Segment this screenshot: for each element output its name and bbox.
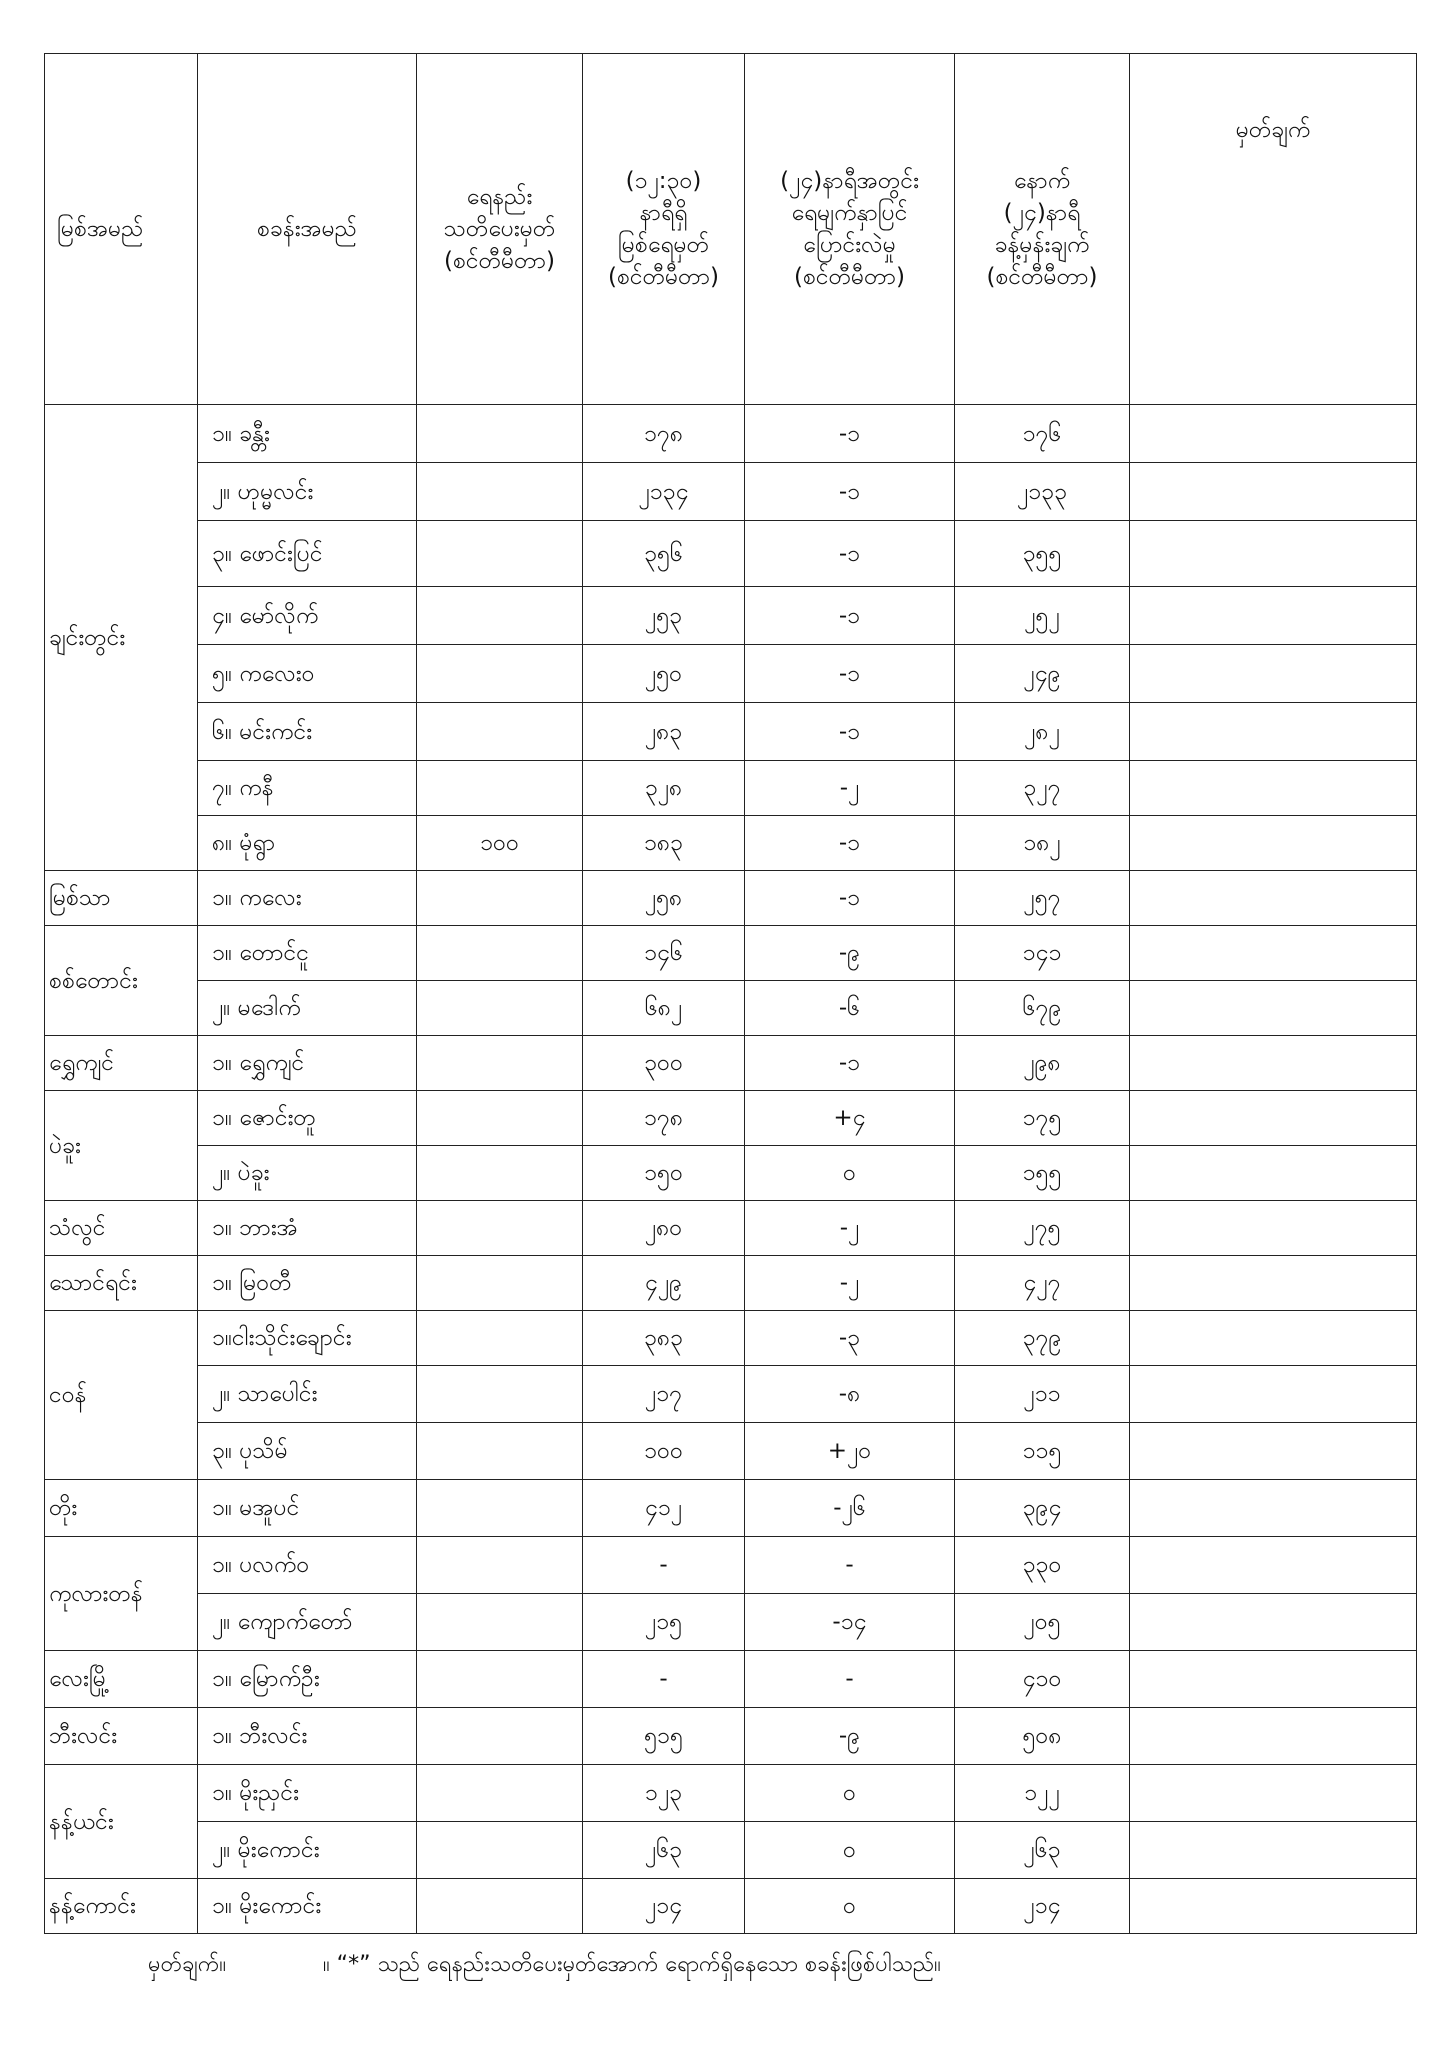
- header-change-24h-label: (၂၄)နာရီအတွင်း ရေမျက်နှာပြင် ပြောင်းလဲမှု (စင်တီမီတာ): [780, 168, 919, 290]
- change-24h-cell: -၁: [745, 703, 955, 761]
- remarks-cell: [1130, 1708, 1417, 1765]
- warning-level-cell: [417, 1311, 583, 1366]
- forecast-24h-cell: ၁၇၅: [955, 1091, 1130, 1146]
- warning-level-cell: [417, 1201, 583, 1256]
- forecast-24h-cell: ၁၂၂: [955, 1765, 1130, 1822]
- remarks-cell: [1130, 1651, 1417, 1708]
- station-name-cell: ၁။ မြဝတီ: [198, 1256, 417, 1311]
- station-name-cell: ၄။ မော်လိုက်: [198, 587, 417, 645]
- table-row: [45, 587, 1417, 645]
- river-name-cell: နန့်ကောင်း: [45, 1879, 198, 1934]
- observed-level-cell: -: [583, 1537, 745, 1594]
- remarks-cell: [1130, 1822, 1417, 1879]
- remarks-cell: [1130, 405, 1417, 463]
- forecast-24h-cell: ၂၅၂: [955, 587, 1130, 645]
- station-name-cell: ၁။ မိုးညှင်း: [198, 1765, 417, 1822]
- observed-level-cell: ၃၀၀: [583, 1036, 745, 1091]
- warning-level-cell: [417, 463, 583, 521]
- station-name-cell: ၂။ သာပေါင်း: [198, 1366, 417, 1423]
- river-name-cell: ပဲခူး: [45, 1091, 198, 1201]
- forecast-24h-cell: ၅၀၈: [955, 1708, 1130, 1765]
- table-row: [45, 1480, 1417, 1537]
- table-row: [45, 1822, 1417, 1879]
- forecast-24h-cell: ၃၂၇: [955, 761, 1130, 816]
- warning-level-cell: [417, 521, 583, 587]
- warning-level-cell: [417, 926, 583, 981]
- warning-level-cell: ၁၀၀: [417, 816, 583, 871]
- change-24h-cell: +၂၀: [745, 1423, 955, 1480]
- change-24h-cell: -၁: [745, 645, 955, 703]
- table-row: [45, 1256, 1417, 1311]
- river-name-cell: ရွှေကျင်: [45, 1036, 198, 1091]
- remarks-cell: [1130, 1146, 1417, 1201]
- station-name-cell: ၂။ ပဲခူး: [198, 1146, 417, 1201]
- forecast-24h-cell: ၂၁၄: [955, 1879, 1130, 1934]
- change-24h-cell: -၈: [745, 1366, 955, 1423]
- remarks-cell: [1130, 1594, 1417, 1651]
- forecast-24h-cell: ၁၇၆: [955, 405, 1130, 463]
- river-name-cell: ဘီးလင်း: [45, 1708, 198, 1765]
- forecast-24h-cell: ၂၄၉: [955, 645, 1130, 703]
- station-name-cell: ၃။ ပုသိမ်: [198, 1423, 417, 1480]
- remarks-cell: [1130, 703, 1417, 761]
- observed-level-cell: ၂၁၃၄: [583, 463, 745, 521]
- remarks-cell: [1130, 816, 1417, 871]
- remarks-cell: [1130, 1537, 1417, 1594]
- table-row: [45, 1765, 1417, 1822]
- change-24h-cell: -၁: [745, 587, 955, 645]
- river-name-cell: တိုး: [45, 1480, 198, 1537]
- forecast-24h-cell: ၄၂၇: [955, 1256, 1130, 1311]
- table-row: [45, 1311, 1417, 1366]
- warning-level-cell: [417, 587, 583, 645]
- table-row: [45, 1594, 1417, 1651]
- observed-level-cell: ၁၄၆: [583, 926, 745, 981]
- change-24h-cell: -: [745, 1651, 955, 1708]
- forecast-24h-cell: ၃၉၄: [955, 1480, 1130, 1537]
- change-24h-cell: -၂၆: [745, 1480, 955, 1537]
- warning-level-cell: [417, 1594, 583, 1651]
- table-row: [45, 1036, 1417, 1091]
- remarks-cell: [1130, 1765, 1417, 1822]
- remarks-cell: [1130, 1311, 1417, 1366]
- observed-level-cell: ၂၅၃: [583, 587, 745, 645]
- forecast-24h-cell: ၄၁၀: [955, 1651, 1130, 1708]
- observed-level-cell: ၁၇၈: [583, 1091, 745, 1146]
- table-row: [45, 1201, 1417, 1256]
- header-warning-level-label: ရေနည်း သတိပေးမှတ် (စင်တီမီတာ): [443, 184, 556, 274]
- forecast-24h-cell: ၁၅၅: [955, 1146, 1130, 1201]
- observed-level-cell: ၂၆၃: [583, 1822, 745, 1879]
- station-name-cell: ၁။ ရွှေကျင်: [198, 1036, 417, 1091]
- header-row: [45, 54, 1417, 405]
- river-name-cell: ကုလားတန်: [45, 1537, 198, 1651]
- warning-level-cell: [417, 1423, 583, 1480]
- river-name-cell: ချင်းတွင်း: [45, 405, 198, 871]
- change-24h-cell: ၀: [745, 1879, 955, 1934]
- warning-level-cell: [417, 1879, 583, 1934]
- remarks-cell: [1130, 1036, 1417, 1091]
- station-name-cell: ၁။ တောင်ငူ: [198, 926, 417, 981]
- footnote: [148, 1950, 941, 1980]
- change-24h-cell: ၀: [745, 1146, 955, 1201]
- station-name-cell: ၁။ မြောက်ဦး: [198, 1651, 417, 1708]
- remarks-cell: [1130, 521, 1417, 587]
- table-row: [45, 521, 1417, 587]
- remarks-cell: [1130, 1879, 1417, 1934]
- change-24h-cell: -၁: [745, 871, 955, 926]
- footnote-text: ။ “*” သည် ရေနည်းသတိပေးမှတ်အောက် ရောက်ရှိနေသော စခန်းဖြစ်ပါသည်။: [323, 1952, 941, 1977]
- river-level-table: [44, 53, 1417, 1934]
- change-24h-cell: -၁: [745, 816, 955, 871]
- header-observed-level: [583, 54, 745, 405]
- remarks-cell: [1130, 645, 1417, 703]
- change-24h-cell: -၉: [745, 926, 955, 981]
- station-name-cell: ၂။ ဟုမ္မလင်း: [198, 463, 417, 521]
- river-name-cell: နန့်ယင်း: [45, 1765, 198, 1879]
- change-24h-cell: -၂: [745, 761, 955, 816]
- table-row: [45, 703, 1417, 761]
- forecast-24h-cell: ၃၅၅: [955, 521, 1130, 587]
- change-24h-cell: -၁: [745, 405, 955, 463]
- header-forecast-24h-label: နောက် (၂၄)နာရီ ခန့်မှန်းချက် (စင်တီမီတာ): [986, 168, 1098, 290]
- table-row: [45, 1091, 1417, 1146]
- table-row: [45, 816, 1417, 871]
- station-name-cell: ၁။ငါးသိုင်းချောင်း: [198, 1311, 417, 1366]
- station-name-cell: ၁။ ဘားအံ: [198, 1201, 417, 1256]
- forecast-24h-cell: ၂၉၈: [955, 1036, 1130, 1091]
- forecast-24h-cell: ၂၅၇: [955, 871, 1130, 926]
- station-name-cell: ၂။ မိုးကောင်း: [198, 1822, 417, 1879]
- station-name-cell: ၁။ ကလေး: [198, 871, 417, 926]
- station-name-cell: ၇။ ကနီ: [198, 761, 417, 816]
- forecast-24h-cell: ၂၆၃: [955, 1822, 1130, 1879]
- warning-level-cell: [417, 1480, 583, 1537]
- remarks-cell: [1130, 1201, 1417, 1256]
- header-station: [198, 54, 417, 405]
- table-row: [45, 981, 1417, 1036]
- table-row: [45, 463, 1417, 521]
- station-name-cell: ၂။ ကျောက်တော်: [198, 1594, 417, 1651]
- header-remarks: [1130, 54, 1417, 405]
- observed-level-cell: ၂၈၃: [583, 703, 745, 761]
- observed-level-cell: ၁၀၀: [583, 1423, 745, 1480]
- observed-level-cell: ၄၁၂: [583, 1480, 745, 1537]
- forecast-24h-cell: ၂၇၅: [955, 1201, 1130, 1256]
- river-name-cell: သောင်ရင်း: [45, 1256, 198, 1311]
- warning-level-cell: [417, 1366, 583, 1423]
- observed-level-cell: ၃၅၆: [583, 521, 745, 587]
- header-river: [45, 54, 198, 405]
- table-row: [45, 1879, 1417, 1934]
- remarks-cell: [1130, 926, 1417, 981]
- table-row: [45, 645, 1417, 703]
- remarks-cell: [1130, 981, 1417, 1036]
- footnote-label: မှတ်ချက်။: [148, 1952, 227, 1977]
- remarks-cell: [1130, 587, 1417, 645]
- observed-level-cell: ၆၈၂: [583, 981, 745, 1036]
- forecast-24h-cell: ၃၇၉: [955, 1311, 1130, 1366]
- station-name-cell: ၁။ ခန္တီး: [198, 405, 417, 463]
- table-row: [45, 761, 1417, 816]
- table-row: [45, 871, 1417, 926]
- change-24h-cell: -: [745, 1537, 955, 1594]
- warning-level-cell: [417, 645, 583, 703]
- remarks-cell: [1130, 463, 1417, 521]
- forecast-24h-cell: ၁၁၅: [955, 1423, 1130, 1480]
- observed-level-cell: ၂၈၀: [583, 1201, 745, 1256]
- change-24h-cell: ၀: [745, 1765, 955, 1822]
- warning-level-cell: [417, 1651, 583, 1708]
- change-24h-cell: +၄: [745, 1091, 955, 1146]
- header-river-label: မြစ်အမည်: [57, 216, 144, 242]
- table-row: [45, 1708, 1417, 1765]
- remarks-cell: [1130, 1480, 1417, 1537]
- station-name-cell: ၁။ ဘီးလင်း: [198, 1708, 417, 1765]
- station-name-cell: ၁။ မအူပင်: [198, 1480, 417, 1537]
- forecast-24h-cell: ၂၀၅: [955, 1594, 1130, 1651]
- table-row: [45, 1423, 1417, 1480]
- header-observed-level-label: (၁၂:၃၀) နာရီရှိ မြစ်ရေမှတ် (စင်တီမီတာ): [607, 168, 720, 290]
- remarks-cell: [1130, 871, 1417, 926]
- forecast-24h-cell: ၁၄၁: [955, 926, 1130, 981]
- table-row: [45, 405, 1417, 463]
- table-row: [45, 926, 1417, 981]
- remarks-cell: [1130, 1256, 1417, 1311]
- station-name-cell: ၁။ ပလက်ဝ: [198, 1537, 417, 1594]
- remarks-cell: [1130, 761, 1417, 816]
- observed-level-cell: ၂၁၄: [583, 1879, 745, 1934]
- station-name-cell: ၂။ မဒေါက်: [198, 981, 417, 1036]
- forecast-24h-cell: ၂၈၂: [955, 703, 1130, 761]
- table-row: [45, 1146, 1417, 1201]
- header-change-24h: [745, 54, 955, 405]
- header-remarks-label: မှတ်ချက်: [1235, 117, 1311, 143]
- river-name-cell: ငဝန်: [45, 1311, 198, 1480]
- station-name-cell: ၆။ မင်းကင်း: [198, 703, 417, 761]
- change-24h-cell: -၂: [745, 1256, 955, 1311]
- station-name-cell: ၁။ မိုးကောင်း: [198, 1879, 417, 1934]
- warning-level-cell: [417, 871, 583, 926]
- warning-level-cell: [417, 1765, 583, 1822]
- warning-level-cell: [417, 1537, 583, 1594]
- change-24h-cell: -၆: [745, 981, 955, 1036]
- header-forecast-24h: [955, 54, 1130, 405]
- warning-level-cell: [417, 1146, 583, 1201]
- station-name-cell: ၈။ မုံရွာ: [198, 816, 417, 871]
- warning-level-cell: [417, 1256, 583, 1311]
- change-24h-cell: -၁: [745, 1036, 955, 1091]
- header-station-label: စခန်းအမည်: [256, 216, 358, 242]
- observed-level-cell: ၄၂၉: [583, 1256, 745, 1311]
- observed-level-cell: ၅၁၅: [583, 1708, 745, 1765]
- observed-level-cell: ၂၁၇: [583, 1366, 745, 1423]
- river-name-cell: သံလွင်: [45, 1201, 198, 1256]
- change-24h-cell: -၁: [745, 521, 955, 587]
- observed-level-cell: ၃၂၈: [583, 761, 745, 816]
- river-name-cell: မြစ်သာ: [45, 871, 198, 926]
- river-name-cell: စစ်တောင်း: [45, 926, 198, 1036]
- observed-level-cell: ၂၁၅: [583, 1594, 745, 1651]
- observed-level-cell: ၂၅၈: [583, 871, 745, 926]
- warning-level-cell: [417, 1822, 583, 1879]
- remarks-cell: [1130, 1423, 1417, 1480]
- change-24h-cell: -၂: [745, 1201, 955, 1256]
- change-24h-cell: -၁: [745, 463, 955, 521]
- warning-level-cell: [417, 1091, 583, 1146]
- warning-level-cell: [417, 405, 583, 463]
- observed-level-cell: ၂၅၀: [583, 645, 745, 703]
- observed-level-cell: ၁၂၃: [583, 1765, 745, 1822]
- table-body: [45, 405, 1417, 1934]
- forecast-24h-cell: ၆၇၉: [955, 981, 1130, 1036]
- warning-level-cell: [417, 1708, 583, 1765]
- forecast-24h-cell: ၃၃၀: [955, 1537, 1130, 1594]
- warning-level-cell: [417, 761, 583, 816]
- river-name-cell: လေးမြို့: [45, 1651, 198, 1708]
- remarks-cell: [1130, 1366, 1417, 1423]
- warning-level-cell: [417, 703, 583, 761]
- change-24h-cell: -၉: [745, 1708, 955, 1765]
- change-24h-cell: -၃: [745, 1311, 955, 1366]
- warning-level-cell: [417, 1036, 583, 1091]
- observed-level-cell: -: [583, 1651, 745, 1708]
- observed-level-cell: ၁၇၈: [583, 405, 745, 463]
- observed-level-cell: ၃၈၃: [583, 1311, 745, 1366]
- forecast-24h-cell: ၂၁၃၃: [955, 463, 1130, 521]
- remarks-cell: [1130, 1091, 1417, 1146]
- station-name-cell: ၁။ ဇောင်းတူ: [198, 1091, 417, 1146]
- change-24h-cell: ၀: [745, 1822, 955, 1879]
- header-warning-level: [417, 54, 583, 405]
- change-24h-cell: -၁၄: [745, 1594, 955, 1651]
- table-row: [45, 1651, 1417, 1708]
- table-row: [45, 1537, 1417, 1594]
- station-name-cell: ၅။ ကလေးဝ: [198, 645, 417, 703]
- table-row: [45, 1366, 1417, 1423]
- forecast-24h-cell: ၁၈၂: [955, 816, 1130, 871]
- forecast-24h-cell: ၂၁၁: [955, 1366, 1130, 1423]
- observed-level-cell: ၁၅၀: [583, 1146, 745, 1201]
- observed-level-cell: ၁၈၃: [583, 816, 745, 871]
- station-name-cell: ၃။ ဖောင်းပြင်: [198, 521, 417, 587]
- warning-level-cell: [417, 981, 583, 1036]
